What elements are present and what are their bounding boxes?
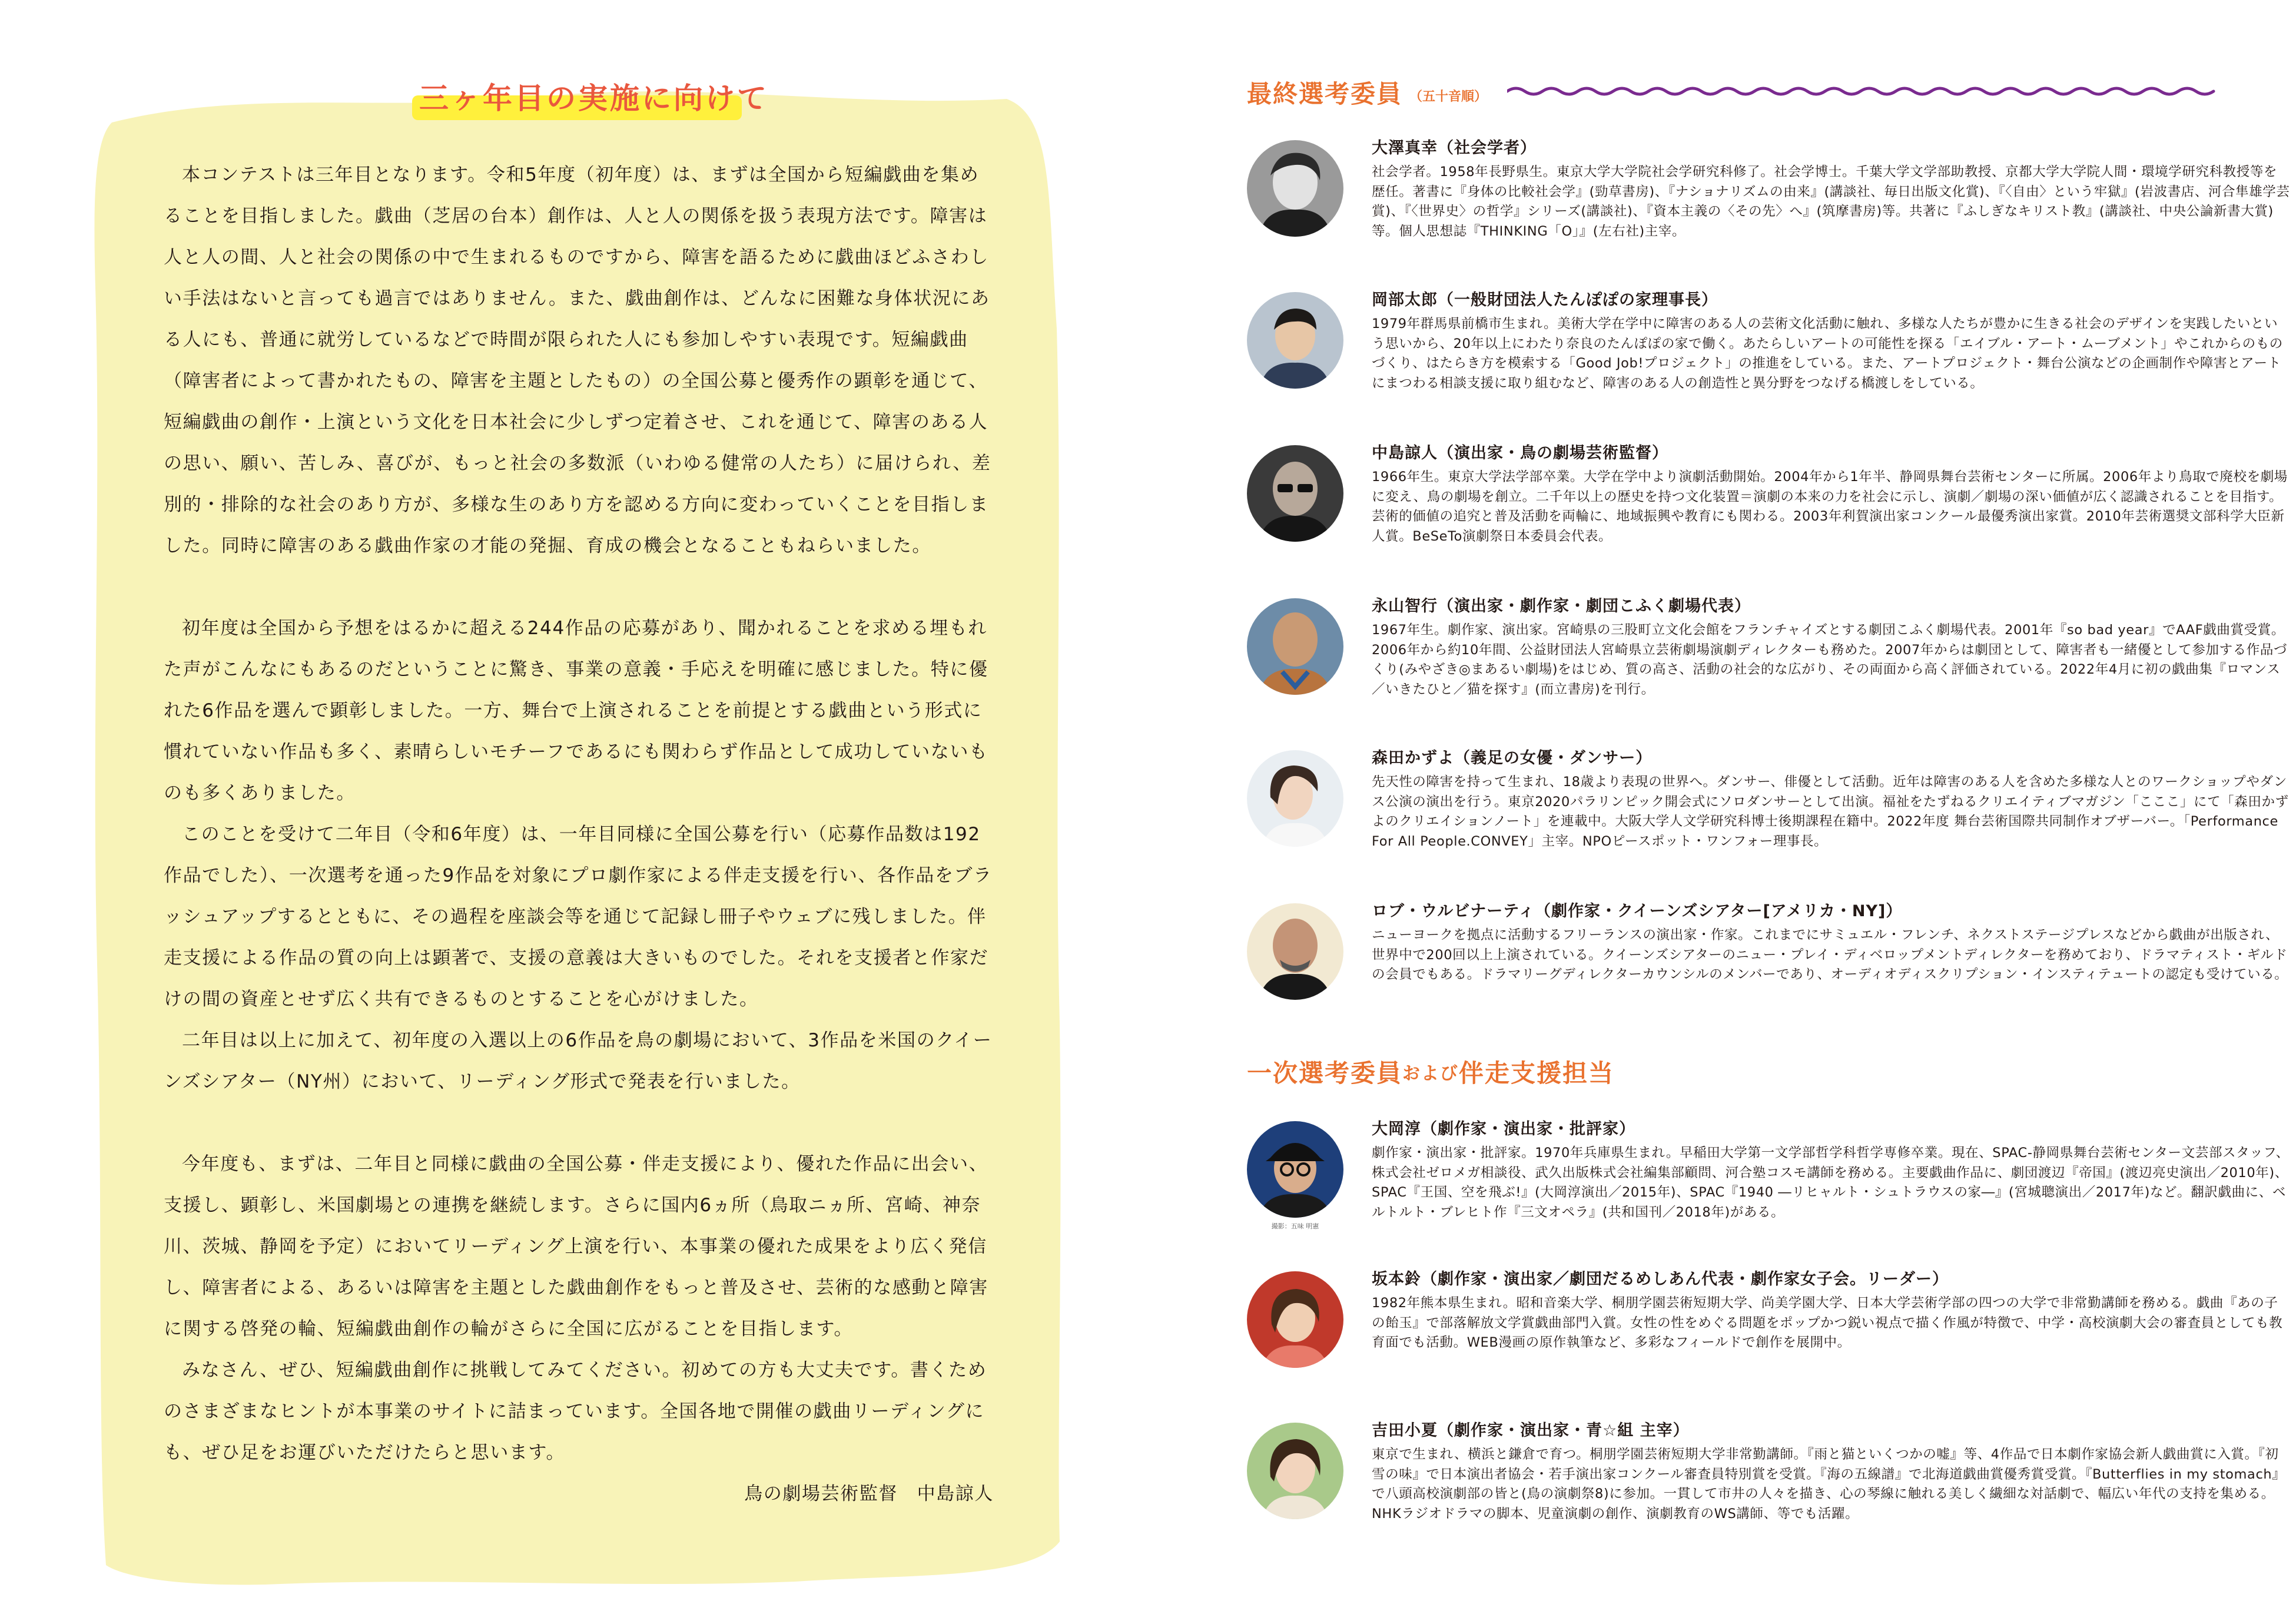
first-committee-title: 一次選考委員 <box>1247 1059 1403 1088</box>
member-name: 坂本鈴（劇作家・演出家／劇団だるめしあん代表・劇作家女子会。リーダー） <box>1372 1270 1949 1288</box>
member-photo <box>1247 1423 1343 1519</box>
essay-signature: 鳥の劇場芸術監督 中島諒人 <box>744 1483 994 1504</box>
member-card <box>1247 1118 2290 1247</box>
essay-paragraph: 今年度も、まずは、二年目と同様に戯曲の全国公募・伴走支援により、優れた作品に出会い、支援し、顕彰し、米国劇場との連携を継続します。さらに国内6ヵ所（鳥取ニヵ所、宮崎、神奈川、茨城、静岡を予定）においてリーディング上演を行い、本事業の優れた成果をより広く発信し、障害者による、あるいは障害を主題とした戯曲創作をもっと普及させ、芸術的な感動と障害に関する啓発の輪、短編戯曲創作の輪がさらに全国に広がることを目指します。 <box>164 1154 988 1340</box>
member-photo <box>1247 750 1343 847</box>
member-name: 中島諒人（演出家・鳥の劇場芸術監督） <box>1372 444 1668 462</box>
member-bio: 1979年群馬県前橋市生まれ。美術大学在学中に障害のある人の芸術文化活動に触れ、多様な人たちが豊かに生きる社会のデザインを実践したいという思いから、20年以上にわたり奈良のたんぽぽの家で働く。あたらしいアートの可能性を探る「エイブル・アート・ムーブメント」やこれからのものづくり、はたらき方を模索する「Good Job!プロジェクト」の推進をしている。また、アートプロジェクト・舞台公演などの企画制作や障害とアートにまつわる相談支援に取り組むなど、障害のある人の創造性と異分野をつなげる橋渡しをしている。 <box>1372 316 2283 391</box>
member-photo <box>1247 445 1343 542</box>
member-card <box>1247 595 2288 724</box>
essay-title-block <box>412 72 769 125</box>
member-name: 大岡淳（劇作家・演出家・批評家） <box>1372 1120 1635 1138</box>
member-card <box>1247 747 2289 876</box>
member-bio: 先天性の障害を持って生まれ、18歳より表現の世界へ。ダンサー、俳優として活動。近年は障害のある人を含めた多様な人とのワークショップやダンス公演の演出を行う。東京2020パラリンピック開会式にソロダンサーとして出演。福祉をたずねるクリエイティブマガジン「こここ」にて「森田かずよのクリエイションノート」を連載中。大阪大学人文学研究科博士後期課程在籍中。2022年度 舞台芸術国際共同制作オブザーバー。「Performance For All People.CONVEY」主宰。NPOピースポット・ワンフォー理事長。 <box>1372 774 2289 849</box>
member-card <box>1247 137 2290 266</box>
essay-paragraph: 本コンテストは三年目となります。令和5年度（初年度）は、まずは全国から短編戯曲を集めることを目指しました。戯曲（芝居の台本）創作は、人と人の関係を扱う表現方法です。障害は人と人の間、人と社会の関係の中で生まれるものですから、障害を語るために戯曲ほどふさわしい手法はないと言っても過言ではありません。また、戯曲創作は、どんなに困難な身体状況にある人にも、普通に就労しているなどで時間が限られた人にも参加しやすい表現です。短編戯曲（障害者によって書かれたもの、障害を主題としたもの）の全国公募と優秀作の顕彰を通じて、短編戯曲の創作・上演という文化を日本社会に少しずつ定着させ、これを通じて、障害のある人の思い、願い、苦しみ、喜びが、もっと社会の多数派（いわゆる健常の人たち）に届けられ、差別的・排除的な社会のあり方が、多様な生のあり方を認める方向に変わっていくことを目指しました。同時に障害のある戯曲作家の才能の発掘、育成の機会となることもねらいました。 <box>164 164 991 556</box>
support-title: 伴走支援担当 <box>1459 1059 1615 1088</box>
member-photo <box>1247 598 1343 695</box>
final-committee-subtitle: （五十音順） <box>1409 89 1488 104</box>
member-bio: ニューヨークを拠点に活動するフリーランスの演出家・作家。これまでにサミュエル・フレンチ、ネクストステージプレスなどから戯曲が出版され、世界中で200回以上上演されている。クイーンズシアターのニュー・プレイ・ディベロップメントディレクターを務めており、ドラマティスト・ギルドの会員でもある。ドラマリーグディレクターカウンシルのメンバーであり、オーディオディスクリプション・インスティテュートの認定も受けている。 <box>1372 927 2288 982</box>
member-card <box>1247 1419 2286 1549</box>
essay-paragraph: 初年度は全国から予想をはるかに超える244作品の応募があり、聞かれることを求める埋もれた声がこんなにもあるのだということに驚き、事業の意義・手応えを明確に感じました。特に優れた6作品を選んで顕彰しました。一方、舞台で上演されることを前提とする戯曲という形式に慣れていない作品も多く、素晴らしいモチーフであるにも関わらず作品として成功していないものも多くありました。 <box>164 618 988 804</box>
member-card <box>1247 1268 2283 1397</box>
member-photo <box>1247 140 1343 237</box>
member-card <box>1247 900 2288 1029</box>
final-committee-heading <box>1247 69 1487 116</box>
member-photo <box>1247 903 1343 1000</box>
member-card <box>1247 442 2288 571</box>
member-bio: 社会学者。1958年長野県生。東京大学大学院社会学研究科修了。社会学博士。千葉大学文学部助教授、京都大学大学院人間・環境学研究科教授等を歴任。著書に『身体の比較社会学』(勁草書房)、『ナショナリズムの由来』(講談社、毎日出版文化賞)、『〈自由〉という牢獄』(岩波書店、河合隼雄学芸賞)、『〈世界史〉の哲学』シリーズ(講談社)、『資本主義の〈その先〉へ』(筑摩書房)等。共著に『ふしぎなキリスト教』(講談社、中央公論新書大賞)等。個人思想誌『THINKING「O」』(左右社)主宰。 <box>1372 164 2290 239</box>
essay-paragraph: このことを受けて二年目（令和6年度）は、一年目同様に全国公募を行い（応募作品数は192作品でした）、一次選考を通った9作品を対象にプロ劇作家による伴走支援を行い、各作品をブラッシュアップするとともに、その過程を座談会等を通じて記録し冊子やウェブに残しました。伴走支援による作品の質の向上は顕著で、支援の意義は大きいものでした。それを支援者と作家だけの間の資産とせず広く共有できるものとすることを心がけました。 <box>164 824 993 1010</box>
member-name: 永山智行（演出家・劇作家・劇団こふく劇場代表） <box>1372 597 1751 615</box>
member-photo <box>1247 1271 1343 1368</box>
member-name: 森田かずよ（義足の女優・ダンサー） <box>1372 749 1653 767</box>
photo-credit: 撮影：五味 明憲 <box>1271 1222 1319 1230</box>
first-committee-heading <box>1247 1048 1614 1095</box>
member-bio: 1966年生。東京大学法学部卒業。大学在学中より演劇活動開始。2004年から1年半、静岡県舞台芸術センターに所属。2006年より鳥取で廃校を劇場に変え、鳥の劇場を創立。二千年以上の歴史を持つ文化装置＝演劇の本来の力を社会に示し、演劇／劇場の深い価値が広く認識されることを目指す。芸術的価値の追究と普及活動を両輪に、地域振興や教育にも関わる。2003年利賀演出家コンクール最優秀演出家賞。2010年芸術選奨文部科学大臣新人賞。BeSeTo演劇祭日本委員会代表。 <box>1372 469 2288 544</box>
essay-paragraph: 二年目は以上に加えて、初年度の入選以上の6作品を鳥の劇場において、3作品を米国のクイーンズシアター（NY州）において、リーディング形式で発表を行いました。 <box>164 1030 993 1092</box>
member-name: 吉田小夏（劇作家・演出家・青☆組 主宰） <box>1372 1421 1690 1440</box>
member-bio: 劇作家・演出家・批評家。1970年兵庫県生まれ。早稲田大学第一文学部哲学科哲学専修卒業。現在、SPAC-静岡県舞台芸術センター文芸部スタッフ、株式会社ゼロメガ相談役、武久出版株式会社編集部顧問、河合塾コスモ講師を務める。主要戯曲作品に、劇団渡辺『帝国』(渡辺亮史演出／2010年)、SPAC『王国、空を飛ぶ!』(大岡淳演出／2015年)、SPAC『1940 ―リヒャルト・シュトラウスの家―』(宮城聰演出／2017年)など。翻訳戯曲に、ベルトルト・ブレヒト作『三文オペラ』(共和国刊／2018年)がある。 <box>1372 1145 2290 1220</box>
member-bio: 1967年生。劇作家、演出家。宮崎県の三股町立文化会館をフランチャイズとする劇団こふく劇場代表。2001年『so bad year』でAAF戯曲賞受賞。2006年から約10年間、公益財団法人宮崎県立芸術劇場演劇ディレクターも務めた。2007年からは劇団として、障害者も一緒優として参加する作品づくり(みやざき◎まあるい劇場)をはじめ、質の高さ、活動の社会的な広がり、その両面から高く評価されている。2022年4月に初の戯曲集『ロマンス／いきたひと／猫を探す』(而立書房)を刊行。 <box>1372 622 2288 697</box>
member-bio: 東京で生まれ、横浜と鎌倉で育つ。桐朋学園芸術短期大学非常勤講師。『雨と猫といくつかの嘘』等、4作品で日本劇作家協会新人戯曲賞に入賞。『初雪の味』で日本演出者協会・若手演出家コンクール審査員特別賞を受賞。『海の五線譜』で北海道戯曲賞優秀賞受賞。『Butterflies in my stomach』で八頭高校演劇部の皆と(鳥の演劇祭8)に参加。一貫して市井の人々を描き、心の琴線に触れる美しく繊細な対話劇で、幅広い年代の支持を集める。NHKラジオドラマの脚本、児童演劇の創作、演劇教育のWS講師、等でも活躍。 <box>1372 1447 2286 1522</box>
member-bio: 1982年熊本県生まれ。昭和音楽大学、桐朋学園芸術短期大学、尚美学園大学、日本大学芸術学部の四つの大学で非常勤講師を務める。戯曲『あの子の飴玉』で部落解放文学賞戯曲部門入賞。女性の性をめぐる問題をポップかつ鋭い視点で描く作風が特徴で、中学・高校演劇大会の審査員としても教育面でも活動。WEB漫画の原作執筆など、多彩なフィールドで創作を展開中。 <box>1372 1295 2283 1350</box>
member-photo <box>1247 1121 1343 1218</box>
member-name: 岡部太郎（一般財団法人たんぽぽの家理事長） <box>1372 291 1718 309</box>
member-card <box>1247 289 2283 418</box>
essay-title: 三ヶ年目の実施に向けて <box>419 81 769 115</box>
member-photo <box>1247 292 1343 389</box>
member-name: ロブ・ウルビナーティ（劇作家・クイーンズシアター[アメリカ・NY]） <box>1372 902 1903 920</box>
first-committee-conjunction: および <box>1402 1063 1459 1084</box>
wavy-divider <box>1507 82 2219 100</box>
essay-body <box>164 154 994 1514</box>
final-committee-title: 最終選考委員 <box>1247 79 1403 108</box>
essay-paragraph: みなさん、ぜひ、短編戯曲創作に挑戦してみてください。初めての方も大丈夫です。書くためのさまざまなヒントが本事業のサイトに詰まっています。全国各地で開催の戯曲リーディングにも、ぜひ足をお運びいただけたらと思います。 <box>164 1360 987 1463</box>
member-name: 大澤真幸（社会学者） <box>1372 139 1537 157</box>
